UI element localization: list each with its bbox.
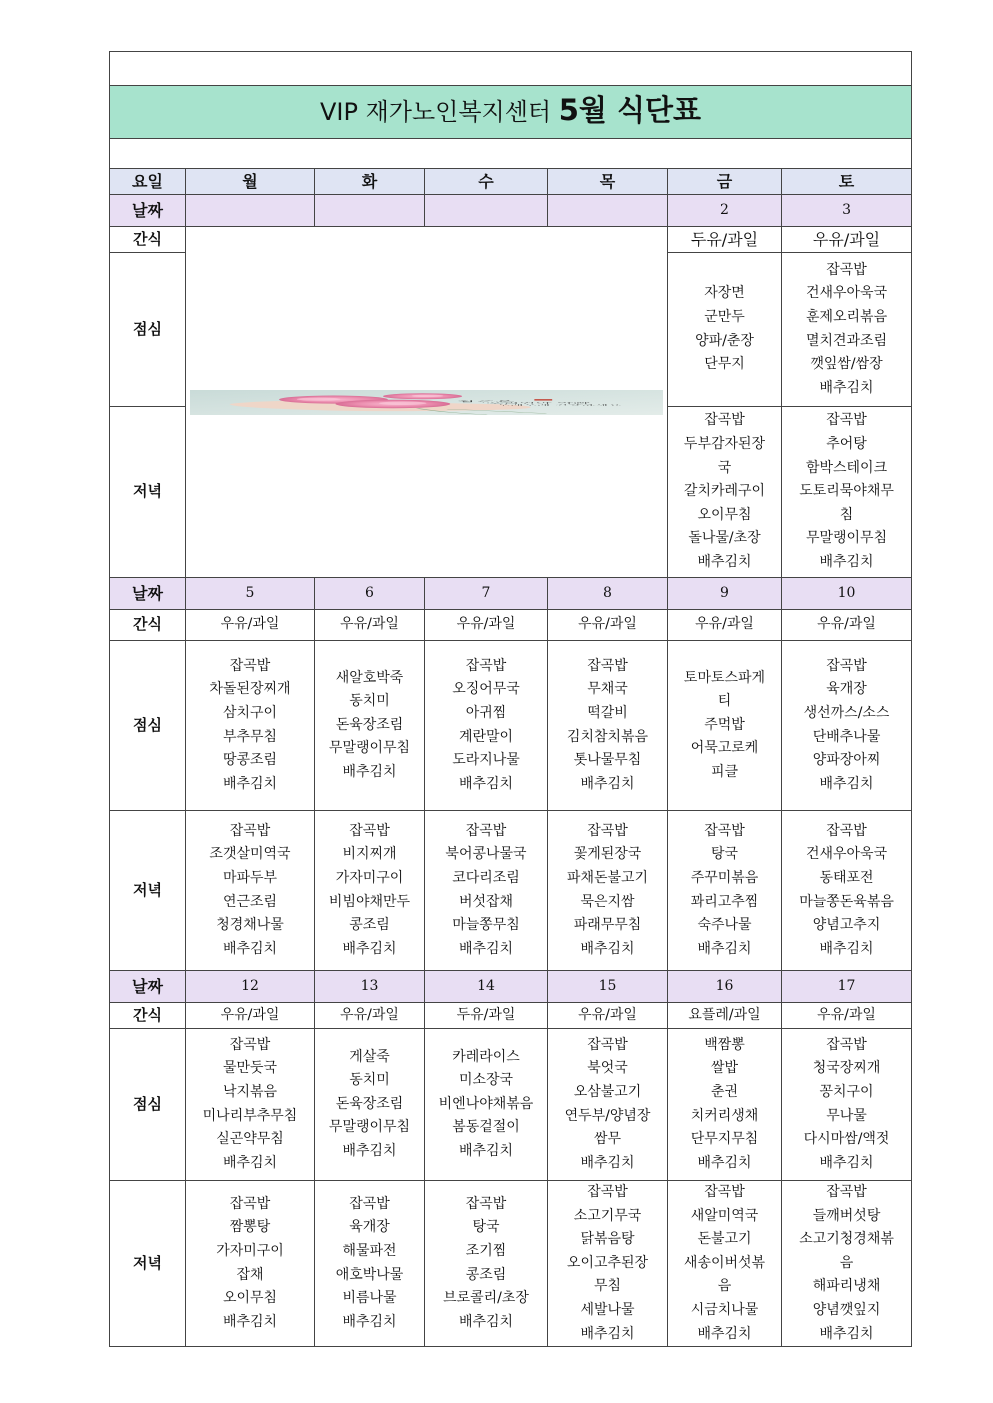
dinner-cell: 잡곡밥 새알미역국 돈불고기 새송이버섯볶 음 시금치나물 배추김치: [668, 1181, 782, 1347]
lunch-label: 점심: [110, 1029, 186, 1181]
date-cell: [425, 195, 548, 227]
lunch-cell: 자장면 군만두 양파/춘장 단무지: [668, 253, 782, 407]
lunch-cell: 토마토스파게 티 주먹밥 어묵고로케 피클: [668, 641, 782, 811]
date-cell: 14: [425, 971, 548, 1003]
snack-cell: 우유/과일: [782, 227, 912, 253]
lunch-cell: 잡곡밥 청국장찌개 꽁치구이 무나물 다시마쌈/액젓 배추김치: [782, 1029, 912, 1181]
carnation-illustration: [190, 390, 663, 415]
lunch-cell: 백짬뽕 쌀밥 춘권 치커리생채 단무지무침 배추김치: [668, 1029, 782, 1181]
day-header-fri: 금: [668, 169, 782, 195]
snack-label: 간식: [110, 227, 186, 253]
date-cell: 12: [186, 971, 315, 1003]
date-cell: 17: [782, 971, 912, 1003]
date-cell: [186, 195, 315, 227]
snack-cell: 우유/과일: [548, 1003, 668, 1029]
blank-row: [110, 139, 912, 169]
dinner-cell: 잡곡밥 두부감자된장 국 갈치카레구이 오이무침 돌나물/초장 배추김치: [668, 407, 782, 578]
date-cell: 16: [668, 971, 782, 1003]
day-header-wed: 수: [425, 169, 548, 195]
date-cell: [548, 195, 668, 227]
date-cell: 7: [425, 578, 548, 610]
date-cell: 10: [782, 578, 912, 610]
snack-cell: 두유/과일: [425, 1003, 548, 1029]
snack-cell: 우유/과일: [548, 610, 668, 641]
lunch-cell: 잡곡밥 건새우아욱국 훈제오리볶음 멸치견과조림 깻잎쌈/쌈장 배추김치: [782, 253, 912, 407]
snack-label: 간식: [110, 610, 186, 641]
day-header-thu: 목: [548, 169, 668, 195]
carnation-image: [186, 227, 668, 578]
snack-cell: 우유/과일: [782, 610, 912, 641]
snack-cell: 우유/과일: [782, 1003, 912, 1029]
title-prefix: VIP 재가노인복지센터: [320, 98, 559, 127]
calligraphy-line-2: 우리엄마 아빠: [486, 401, 590, 404]
dinner-cell: 잡곡밥 건새우아욱국 동태포전 마늘쫑돈육볶음 양념고추지 배추김치: [782, 811, 912, 971]
lunch-cell: 카레라이스 미소장국 비엔나야채볶음 봄동겉절이 배추김치: [425, 1029, 548, 1181]
page-title: [110, 86, 912, 139]
date-cell: [315, 195, 425, 227]
date-cell: 3: [782, 195, 912, 227]
date-cell: 6: [315, 578, 425, 610]
lunch-label: 점심: [110, 253, 186, 407]
day-header-sat: 토: [782, 169, 912, 195]
day-header-label: 요일: [110, 169, 186, 195]
lunch-cell: 잡곡밥 북엇국 오삼불고기 연두부/양념장 쌈무 배추김치: [548, 1029, 668, 1181]
dinner-cell: 잡곡밥 들깨버섯탕 소고기청경채볶 음 해파리냉채 양념깻잎지 배추김치: [782, 1181, 912, 1347]
snack-cell: 우유/과일: [315, 610, 425, 641]
calligraphy-line-3: 오래오래 건강하세요: [496, 404, 622, 406]
date-label: 날짜: [110, 971, 186, 1003]
lunch-cell: 잡곡밥 물만둣국 낙지볶음 미나리부추무침 실곤약무침 배추김치: [186, 1029, 315, 1181]
date-label: 날짜: [110, 195, 186, 227]
lunch-cell: 잡곡밥 무채국 떡갈비 김치참치볶음 톳나물무침 배추김치: [548, 641, 668, 811]
top-blank-row: [110, 52, 912, 86]
dinner-cell: 잡곡밥 탕국 조기찜 콩조림 브로콜리/초장 배추김치: [425, 1181, 548, 1347]
title-month: 5월 식단표: [558, 93, 702, 128]
lunch-cell: 잡곡밥 차돌된장찌개 삼치구이 부추무침 땅콩조림 배추김치: [186, 641, 315, 811]
snack-cell: 우유/과일: [315, 1003, 425, 1029]
snack-cell: 우유/과일: [186, 1003, 315, 1029]
dinner-label: 저녁: [110, 1181, 186, 1347]
date-label: 날짜: [110, 578, 186, 610]
lunch-cell: 게살죽 동치미 돈육장조림 무말랭이무침 배추김치: [315, 1029, 425, 1181]
snack-cell: 요플레/과일: [668, 1003, 782, 1029]
date-cell: 5: [186, 578, 315, 610]
day-header-mon: 월: [186, 169, 315, 195]
dinner-cell: 잡곡밥 비지찌개 가자미구이 비빔야채만두 콩조림 배추김치: [315, 811, 425, 971]
dinner-cell: 잡곡밥 소고기무국 닭볶음탕 오이고추된장 무침 세발나물 배추김치: [548, 1181, 668, 1347]
lunch-cell: 잡곡밥 육개장 생선까스/소스 단배추나물 양파장아찌 배추김치: [782, 641, 912, 811]
date-cell: 2: [668, 195, 782, 227]
date-cell: 8: [548, 578, 668, 610]
lunch-cell: 새알호박죽 동치미 돈육장조림 무말랭이무침 배추김치: [315, 641, 425, 811]
lunch-label: 점심: [110, 641, 186, 811]
calligraphy-line-1: 참좋은: [457, 400, 515, 402]
date-cell: 15: [548, 971, 668, 1003]
dinner-cell: 잡곡밥 짬뽕탕 가자미구이 잡채 오이무침 배추김치: [186, 1181, 315, 1347]
snack-label: 간식: [110, 1003, 186, 1029]
lunch-cell: 잡곡밥 오징어무국 아귀찜 계란말이 도라지나물 배추김치: [425, 641, 548, 811]
menu-table: [109, 51, 912, 1347]
snack-cell: 우유/과일: [668, 610, 782, 641]
snack-cell: 우유/과일: [186, 610, 315, 641]
dinner-label: 저녁: [110, 811, 186, 971]
dinner-cell: 잡곡밥 추어탕 함박스테이크 도토리묵야채무 침 무말랭이무침 배추김치: [782, 407, 912, 578]
dinner-label: 저녁: [110, 407, 186, 578]
snack-cell: 우유/과일: [425, 610, 548, 641]
day-header-tue: 화: [315, 169, 425, 195]
dinner-cell: 잡곡밥 조갯살미역국 마파두부 연근조림 청경채나물 배추김치: [186, 811, 315, 971]
seal-stamp: [534, 399, 552, 400]
date-cell: 13: [315, 971, 425, 1003]
dinner-cell: 잡곡밥 북어콩나물국 코다리조림 버섯잡채 마늘쫑무침 배추김치: [425, 811, 548, 971]
dinner-cell: 잡곡밥 꽃게된장국 파채돈불고기 묵은지쌈 파래무무침 배추김치: [548, 811, 668, 971]
dinner-cell: 잡곡밥 육개장 해물파전 애호박나물 비름나물 배추김치: [315, 1181, 425, 1347]
snack-cell: 두유/과일: [668, 227, 782, 253]
date-cell: 9: [668, 578, 782, 610]
dinner-cell: 잡곡밥 탕국 주꾸미볶음 꽈리고추찜 숙주나물 배추김치: [668, 811, 782, 971]
